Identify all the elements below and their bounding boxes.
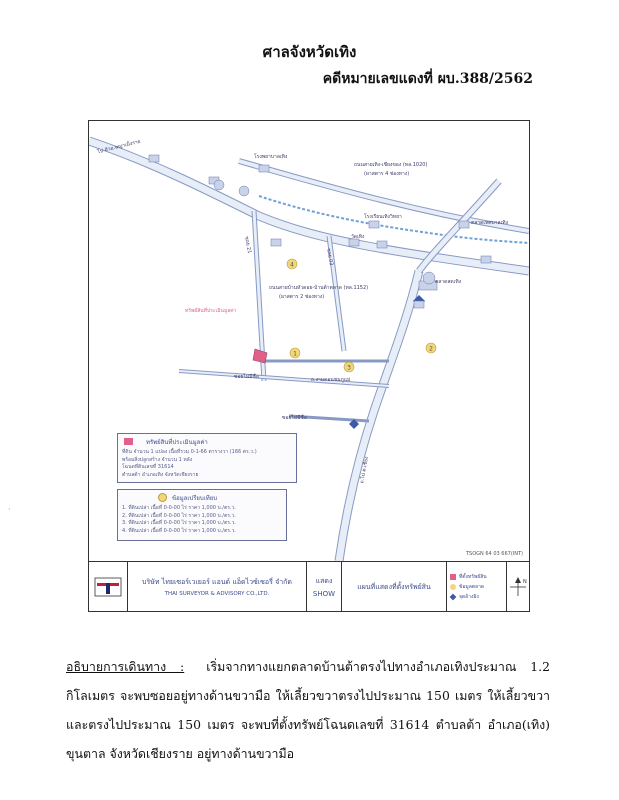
map-legend [447, 562, 507, 612]
map-label: ตลาดสดเทิง [435, 279, 462, 285]
property-line: โฉนดที่ดินเลขที่ 31614 [122, 464, 174, 470]
directions-heading: อธิบายการเดินทาง : [66, 659, 185, 674]
map-label: ซอยไม่มีชื่อ [234, 374, 259, 380]
property-line: ที่ดิน จำนวน 1 แปลง เนื้อที่รวม 0-1-66 ตารางวา (166 ตร.ว.) [122, 449, 257, 455]
legend-label: ข้อมูลตลาด [459, 584, 485, 590]
north-arrow-icon [508, 575, 528, 599]
map-title: แผนที่แสดงที่ตั้งทรัพย์สิน [357, 582, 431, 591]
map-label: ถ.ไป ต.เชียง [359, 456, 370, 484]
north-arrow [507, 562, 529, 612]
property-legend-swatch [124, 438, 133, 445]
property-callout: ทรัพย์สินที่ประเมินมูลค่า [185, 308, 237, 314]
map-label: โรงพยาบาลเทิง [254, 154, 288, 160]
landmark-icon [414, 301, 424, 308]
legend-swatch [450, 574, 456, 580]
landmark-icon [239, 186, 249, 196]
comparable-line: 1. ที่ดินเปล่า เนื้อที่ 0-0-00 ไร่ ราคา 1,000 บ./ตร.ว. [122, 505, 236, 511]
svg-text:3: 3 [347, 364, 351, 372]
company-name-en: THAI SURVEYOR & ADVISORY CO.,LTD. [164, 591, 270, 597]
map-label: ถนนสายบ้านหัวดอย-บ้านต้าตลาด (ทล.1152) [269, 285, 369, 291]
map-label: ซอยไม่มีชื่อ [282, 415, 307, 421]
map-label: วัดเทิง [351, 234, 365, 240]
legend-item-comparable [450, 583, 506, 591]
legend-item-reference [450, 593, 506, 601]
reference-code: TSOGN 64 03 667(INT) [466, 551, 523, 557]
map-title-block [89, 561, 529, 612]
map-label: (ผาสตาร 4 ช่องทาง) [364, 171, 410, 177]
scan-dot: · [8, 505, 11, 514]
map-label: ตลาดเทศบาลเทิง [471, 220, 509, 226]
comparable-box-heading: ข้อมูลเปรียบเทียบ [172, 495, 218, 502]
comparable-line: 2. ที่ดินเปล่า เนื้อที่ 0-0-00 ไร่ ราคา 1,000 บ./ตร.ว. [122, 512, 236, 519]
company-logo-icon [94, 576, 122, 598]
svg-text:N: N [523, 579, 527, 585]
legend-swatch [450, 594, 457, 601]
landmark-icon [149, 155, 159, 162]
property-line: พร้อมสิ่งปลูกสร้าง จำนวน 1 หลัง [122, 456, 193, 463]
landmark-icon [459, 221, 469, 228]
map-title-cell [342, 562, 447, 612]
comparable-legend-swatch [158, 493, 167, 502]
travel-directions [66, 652, 550, 768]
landmark-icon [214, 180, 224, 190]
svg-text:4: 4 [290, 261, 294, 269]
landmark-icon [271, 239, 281, 246]
landmark-icon [369, 221, 379, 228]
court-name: ศาลจังหวัดเทิง [262, 43, 357, 61]
show-cell [307, 562, 342, 612]
directions-text: เริ่มจากทางแยกตลาดบ้านต้าตรงไปทางอำเภอเทิงประมาณ 1.2 กิโลเมตร จะพบซอยอยู่ทางด้านขวามือ ให้เลี้ยวขวาตรงไปประมาณ 150 เมตร ให้เลี้ยวขวาและตรงไปประมาณ 150 เมตร จะพบที่ตั้งทรัพย์โฉนดเลขที่ 31614 ตำบลต้า อำเภอ(เทิง) ขุนตาล จังหวัดเชียงราย อยู่ทางด้านขวามือ [66, 659, 550, 761]
comparable-marker-3 [344, 362, 354, 372]
property-info-box [117, 433, 297, 483]
comparable-marker-2 [426, 343, 436, 353]
comparable-marker-4 [287, 259, 297, 269]
landmark-icon [423, 272, 435, 284]
map-label: ไป ตัวอ.พญาเม็งราย [96, 138, 142, 156]
legend-swatch [450, 584, 456, 590]
comparable-info-box [117, 489, 287, 541]
landmark-icon [481, 256, 491, 263]
map-label: ซอย 03 [325, 247, 335, 267]
company-logo [89, 562, 128, 612]
show-thai: แสดง [315, 577, 333, 585]
comparable-line: 3. ที่ดินเปล่า เนื้อที่ 0-0-00 ไร่ ราคา 1,000 บ./ตร.ว. [122, 520, 236, 526]
comparable-line: 4. ที่ดินเปล่า เนื้อที่ 0-0-00 ไร่ ราคา 1,000 บ./ตร.ว. [122, 527, 236, 534]
property-line: ตำบลต้า อำเภอเทิง จังหวัดเชียงราย [122, 471, 199, 478]
landmark-icon [377, 241, 387, 248]
property-box-heading: ทรัพย์สินที่ประเมินมูลค่า [146, 439, 208, 446]
map-label: ซอย 21 [243, 235, 253, 255]
legend-label: จุดอ้างอิง [459, 594, 479, 600]
case-number: คดีหมายเลขแดงที่ ผบ.388/2562 [322, 71, 533, 87]
svg-text:2: 2 [429, 345, 433, 353]
location-map [88, 120, 530, 612]
map-label: (ผาสตาร 2 ช่องทาง) [279, 294, 325, 300]
property-marker [253, 349, 267, 363]
company-name-cell [128, 562, 307, 612]
show-en: SHOW [312, 590, 336, 598]
comparable-marker-1 [290, 348, 300, 358]
svg-text:1: 1 [293, 350, 297, 358]
landmark-icon [259, 165, 269, 172]
legend-label: ที่ตั้งทรัพย์สิน [459, 574, 487, 580]
map-label: ถนนสายเทิง-เชียงของ (ทล.1020) [354, 162, 428, 168]
map-label: ถ.งามดอนชมภูแม่ [311, 377, 351, 383]
company-name-thai: บริษัท ไทยเซอร์เวเยอร์ แอนด์ แอ็ดไวซ์เซอรี่ จำกัด [142, 578, 292, 586]
legend-item-property [450, 573, 506, 581]
map-label: โรงเรียนเทิงวิทยา [364, 214, 402, 220]
